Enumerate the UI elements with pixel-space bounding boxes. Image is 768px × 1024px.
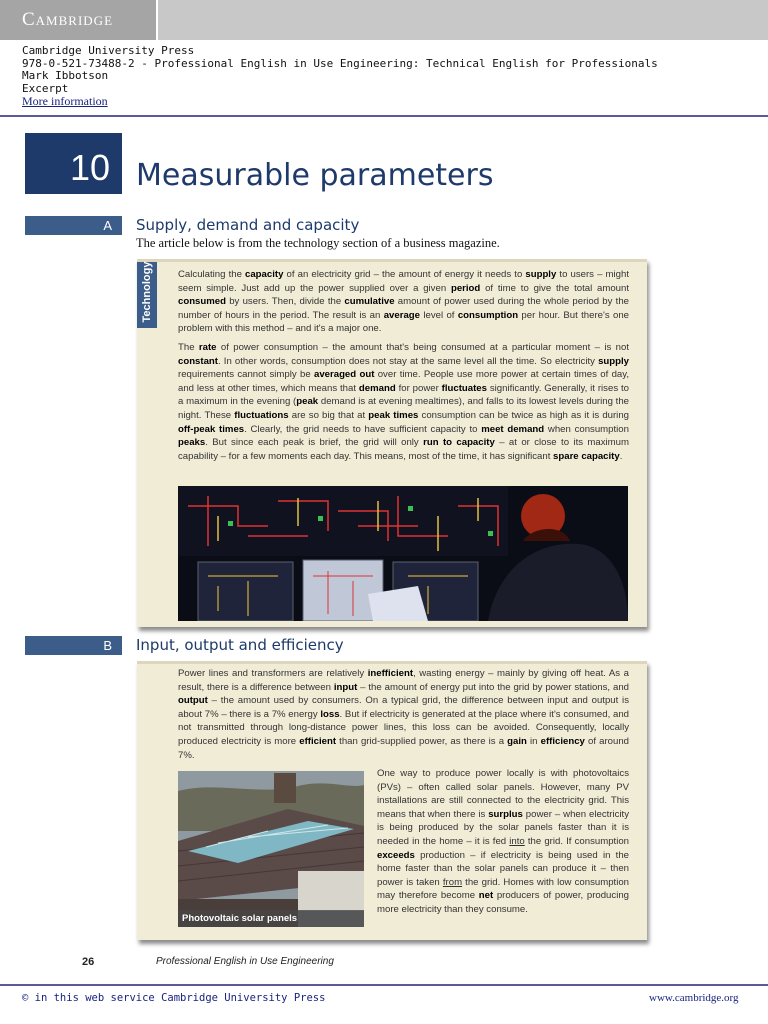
article-b-paragraph-1: Power lines and transformers are relatively inefficient, wasting energy – mainly by giving off heat. As a result, there is a difference between input – the amount of energy put into the grid by power stations, and output – the amount used by consumers. On a typical grid, the difference between input and output is about 7% – there is a 7% energy loss. But if electricity is generated at the place where it's consumed, and not transmitted through long-distance power lines, this loss can be avoided. Consequently, locally produced electricity is more efficient than grid-supplied power, as there is a gain in efficiency of around 7%.	[178, 668, 629, 761]
solar-panels-photo	[178, 771, 364, 927]
more-information-link[interactable]: More information	[22, 94, 108, 108]
section-a-bar: A	[25, 216, 122, 235]
book-metadata	[22, 45, 658, 109]
running-footer: Professional English in Use Engineering	[156, 956, 334, 967]
isbn-title: 978-0-521-73488-2 - Professional English in Use Engineering: Technical English for Professionals	[22, 56, 658, 70]
section-a-title: Supply, demand and capacity	[136, 216, 360, 234]
copyright-link[interactable]: © in this web service Cambridge University Press	[22, 992, 326, 1004]
control-room-photo	[178, 486, 628, 621]
article-a-paragraph-1: Calculating the capacity of an electricity grid – the amount of energy it needs to supply to users – might seem simple. Just add up the power supplied over a given period of time to give the total amount consumed by users. Then, divide the cumulative amount of power used during the whole period by the number of hours in the period. The result is an average level of consumption per hour. But there's one problem with this method – and it's a major one.	[178, 269, 630, 335]
page-number: 26	[82, 956, 95, 968]
section-b-title: Input, output and efficiency	[136, 636, 344, 654]
article-b-paragraph-2: One way to produce power locally is with photovoltaics (PVs) – often called solar panels. However, many PV installations are still connected to the electricity grid. This means that when there is surplus power – when electricity is being produced by the solar panels faster than it is needed in the home – it is fed into the grid. If consumption exceeds production – if electricity is being used in the home faster than the solar panels can produce it – then power is taken from the grid. Homes with low consumption may therefore become net producers of power, producing more electricity than they consume.	[377, 768, 630, 915]
cambridge-website-link[interactable]: www.cambridge.org	[649, 992, 739, 1004]
article-a-paragraph-2: The rate of power consumption – the amount that's being consumed at a particular moment – is not constant. In other words, consumption does not stay at the same level all the time. So electricity supply requirements cannot simply be averaged out over time. People use more power at certain times of day, and less at other times, which means that demand for power fluctuates significantly. Generally, it rises to a maximum in the evening (peak demand is at evening mealtimes), and falls to its lowest levels during the night. These fluctuations are so big that at peak times consumption can be twice as high as it is during off-peak times. Clearly, the grid needs to have sufficient capacity to meet demand when consumption peaks. But since each peak is brief, the grid will only run to capacity – at or close to its maximum capability – for a few moments each day. This means, most of the time, it has significant spare capacity.	[178, 342, 629, 462]
header-divider	[0, 115, 768, 117]
technology-tab: Technology	[137, 262, 157, 328]
excerpt-label: Excerpt	[22, 81, 69, 95]
chapter-title: Measurable parameters	[136, 158, 494, 193]
author: Mark Ibbotson	[22, 69, 109, 82]
footer-divider	[0, 984, 768, 986]
top-banner	[0, 0, 768, 40]
chapter-number: 10	[25, 133, 122, 194]
section-a-intro: The article below is from the technology section of a business magazine.	[136, 236, 500, 250]
publisher: Cambridge University Press	[22, 44, 195, 57]
section-b-bar: B	[25, 636, 122, 655]
photo-caption: Photovoltaic solar panels	[178, 910, 364, 927]
cambridge-logo[interactable]: Cambridge	[0, 0, 158, 40]
